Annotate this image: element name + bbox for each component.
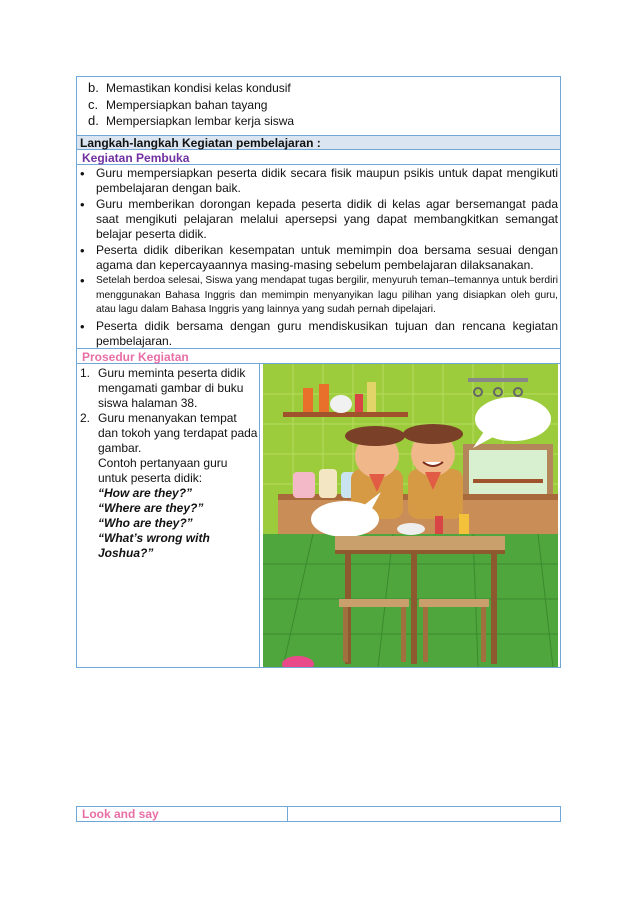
column-divider: [259, 363, 260, 668]
opening-title: Kegiatan Pembuka: [82, 151, 190, 165]
question: “Where are they?”: [98, 501, 204, 515]
column-divider: [287, 806, 288, 822]
procedure-list: [80, 366, 258, 561]
look-and-say-label: Look and say: [82, 807, 159, 821]
question: “What’s wrong with Joshua?”: [98, 531, 210, 560]
boy-right: [403, 424, 463, 519]
list-item: • Guru mempersiapkan peserta didik secara fisik maupun psikis untuk dapat mengikuti pembelajaran dengan baik.: [80, 166, 558, 196]
list-item: • Setelah berdoa selesai, Siswa yang mendapat tugas bergilir, menyuruh teman–temannya untuk berdiri menggunakan Bahasa Inggris dan memimpin menyanyikan lagu pilihan yang disiapkan oleh guru, atau lagu dalam Bahasa Inggris yang lainnya yang sudah pernah dipelajari.: [80, 274, 558, 318]
list-item: 1. Guru meminta peserta didik mengamati gambar di buku siswa halaman 38.: [80, 366, 246, 410]
procedure-note: Contoh pertanyaan guru untuk peserta didik:: [98, 456, 228, 485]
question: “How are they?”: [98, 486, 193, 500]
list-item: b. Memastikan kondisi kelas kondusif: [88, 80, 291, 95]
prep-list: [88, 80, 294, 130]
list-item: • Peserta didik bersama dengan guru mendiskusikan tujuan dan rencana kegiatan pembelajaran.: [80, 319, 558, 349]
steps-header: Langkah-langkah Kegiatan pembelajaran :: [80, 136, 321, 150]
list-item: • Peserta didik diberikan kesempatan untuk memimpin doa bersama sesuai dengan agama dan kepercayaannya masing-masing sebelum pembelajaran dilaksanakan.: [80, 243, 558, 273]
list-item: • Guru memberikan dorongan kepada peserta didik di kelas agar bersemangat pada saat mengikuti pelajaran melalui apersepsi yang dapat membangkitkan semangat belajar peserta didik.: [80, 197, 558, 242]
list-item: c. Mempersiapkan bahan tayang: [88, 96, 268, 112]
list-item: d. Mempersiapkan lembar kerja siswa: [88, 113, 295, 128]
procedure-title: Prosedur Kegiatan: [82, 350, 189, 364]
list-item: 2. Guru menanyakan tempat dan tokoh yang terdapat pada gambar.: [80, 411, 258, 455]
opening-list: [80, 166, 558, 350]
canteen-illustration: [263, 364, 558, 667]
question: “Who are they?”: [98, 516, 193, 530]
